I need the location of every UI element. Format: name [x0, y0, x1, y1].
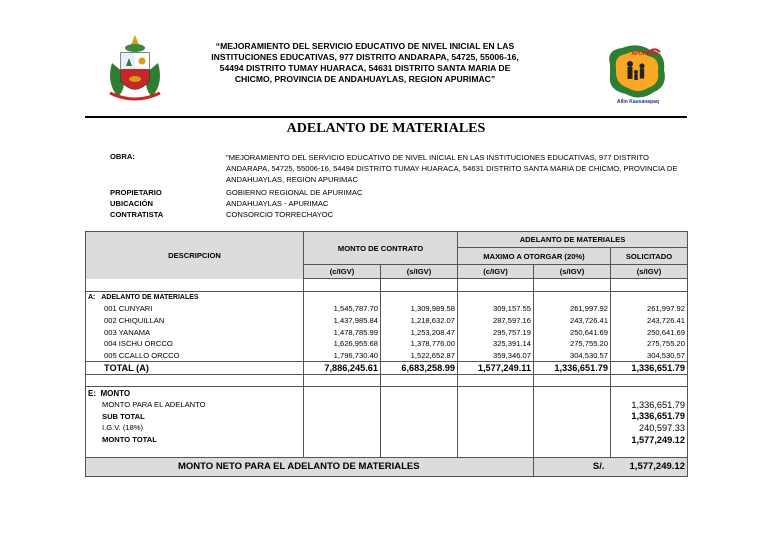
row-c3: 309,157.55	[458, 303, 534, 315]
contratista-label: CONTRATISTA	[110, 210, 164, 219]
section-a-letter: A:	[88, 293, 96, 301]
table-row	[86, 338, 688, 350]
materials-table	[85, 231, 688, 477]
row-c1: 1,796,730.40	[304, 350, 381, 362]
row-c3: 287,597.16	[458, 315, 534, 327]
row-c3: 295,757.19	[458, 326, 534, 338]
header-col-s-igv-2: (s/IGV)	[534, 265, 611, 279]
total-c3: 1,577,249.11	[458, 362, 534, 375]
contratista-value: CONSORCIO TORRECHAYOC	[226, 210, 334, 219]
subtotal-label: SUB TOTAL	[86, 411, 304, 423]
header-monto-contrato: MONTO DE CONTRATO	[304, 232, 458, 265]
header-descripcion: DESCRIPCION	[86, 232, 304, 279]
row-c5: 275,755.20	[611, 338, 688, 350]
section-e-heading	[86, 387, 304, 399]
header-adelanto-materiales: ADELANTO DE MATERIALES	[458, 232, 688, 248]
section-e-letter: E:	[88, 388, 96, 398]
row-c2: 1,309,989.58	[381, 303, 458, 315]
total-row	[86, 362, 688, 375]
row-c5: 261,997.92	[611, 303, 688, 315]
propietario-value: GOBIERNO REGIONAL DE APURIMAC	[226, 188, 363, 197]
table-row	[86, 326, 688, 338]
row-desc: 005 CCALLO ORCCO	[86, 350, 304, 362]
header-col-s-igv-3: (s/IGV)	[611, 265, 688, 279]
row-c4: 250,641.69	[534, 326, 611, 338]
apurimac-logo-text: APURIMAC	[631, 51, 661, 57]
total-c4: 1,336,651.79	[534, 362, 611, 375]
row-c2: 1,218,632.07	[381, 315, 458, 327]
row-c5: 304,530.57	[611, 350, 688, 362]
monto-neto-label: MONTO NETO PARA EL ADELANTO DE MATERIALES	[86, 457, 534, 476]
row-c5: 243,726.41	[611, 315, 688, 327]
row-c2: 1,378,776.00	[381, 338, 458, 350]
page-title: ADELANTO DE MATERIALES	[286, 121, 486, 136]
obra-label: OBRA:	[110, 152, 135, 161]
row-c3: 359,346.07	[458, 350, 534, 362]
section-e-title: MONTO	[100, 388, 131, 398]
header-col-c-igv-1: (c/IGV)	[304, 265, 381, 279]
row-c5: 250,641.69	[611, 326, 688, 338]
monto-neto-row	[86, 457, 688, 476]
row-c1: 1,545,787.70	[304, 303, 381, 315]
total-c2: 6,683,258.99	[381, 362, 458, 375]
table-row	[86, 315, 688, 327]
header-col-s-igv-1: (s/IGV)	[381, 265, 458, 279]
subtotal-value: 1,336,651.79	[611, 411, 688, 423]
header-maximo-otorgar: MAXIMO A OTORGAR (20%)	[458, 248, 611, 265]
total-c5: 1,336,651.79	[611, 362, 688, 375]
igv-value: 240,597.33	[611, 422, 688, 434]
row-desc: 004 ISCHU ORCCO	[86, 338, 304, 350]
header-rule	[85, 116, 687, 118]
peru-coat-of-arms-logo	[104, 33, 166, 103]
monto-adelanto-value: 1,336,651.79	[611, 399, 688, 411]
monto-neto-currency: S/.	[534, 457, 611, 476]
row-c2: 1,522,652.87	[381, 350, 458, 362]
row-desc: 003 YANAMA	[86, 326, 304, 338]
table-row	[86, 350, 688, 362]
total-c1: 7,886,245.61	[304, 362, 381, 375]
total-desc: TOTAL (A)	[86, 362, 304, 375]
monto-total-value: 1,577,249.12	[611, 434, 688, 446]
monto-adelanto-label: MONTO PARA EL ADELANTO	[86, 399, 304, 411]
ubicacion-label: UBICACIÓN	[110, 199, 154, 208]
row-c4: 275,755.20	[534, 338, 611, 350]
gobierno-regional-apurimac-logo	[602, 42, 672, 106]
row-c4: 261,997.92	[534, 303, 611, 315]
row-desc: 001 CUNYARI	[86, 303, 304, 315]
section-a-heading	[86, 291, 304, 303]
header-solicitado: SOLICITADO	[611, 248, 688, 265]
ubicacion-value: ANDAHUAYLAS - APURIMAC	[226, 199, 329, 208]
section-a-title: ADELANTO DE MATERIALES	[101, 293, 199, 301]
obra-value: "MEJORAMIENTO DEL SERVICIO EDUCATIVO DE NIVEL INICIAL EN LAS INSTITUCIONES EDUCATIVAS, 977 DISTRITO ANDARAPA, 54725, 55006-16, 54494 DISTRITO TUMAY HUARACA, 54631 DISTRITO SANTA MARIA DE CHICMO, PROVINCIA DE ANDAHUAYLAS, REGION APURIMAC	[226, 153, 678, 184]
project-title-header: “MEJORAMIENTO DEL SERVICIO EDUCATIVO DE NIVEL INICIAL EN LAS INSTITUCIONES EDUCATIVAS, 977 DISTRITO ANDARAPA, 54725, 55006-16, 54494 DISTRITO TUMAY HUARACA, 54631 DISTRITO SANTA MARIA DE CHICMO, PROVINCIA DE ANDAHUAYLAS, REGION APURIMAC”	[211, 41, 519, 84]
row-desc: 002 CHIQUILLAN	[86, 315, 304, 327]
monto-total-label: MONTO TOTAL	[86, 434, 304, 446]
row-c4: 243,726.41	[534, 315, 611, 327]
row-c1: 1,437,985.84	[304, 315, 381, 327]
monto-neto-value: 1,577,249.12	[611, 457, 688, 476]
propietario-label: PROPIETARIO	[110, 188, 162, 197]
table-row	[86, 303, 688, 315]
row-c1: 1,478,785.99	[304, 326, 381, 338]
header-col-c-igv-2: (c/IGV)	[458, 265, 534, 279]
row-c1: 1,626,955.68	[304, 338, 381, 350]
row-c3: 325,391.14	[458, 338, 534, 350]
row-c4: 304,530.57	[534, 350, 611, 362]
igv-label: I.G.V. (18%)	[86, 422, 304, 434]
allin-kausanapaq-logo-text: Allin Kausanapaq	[617, 99, 659, 105]
row-c2: 1,253,208.47	[381, 326, 458, 338]
